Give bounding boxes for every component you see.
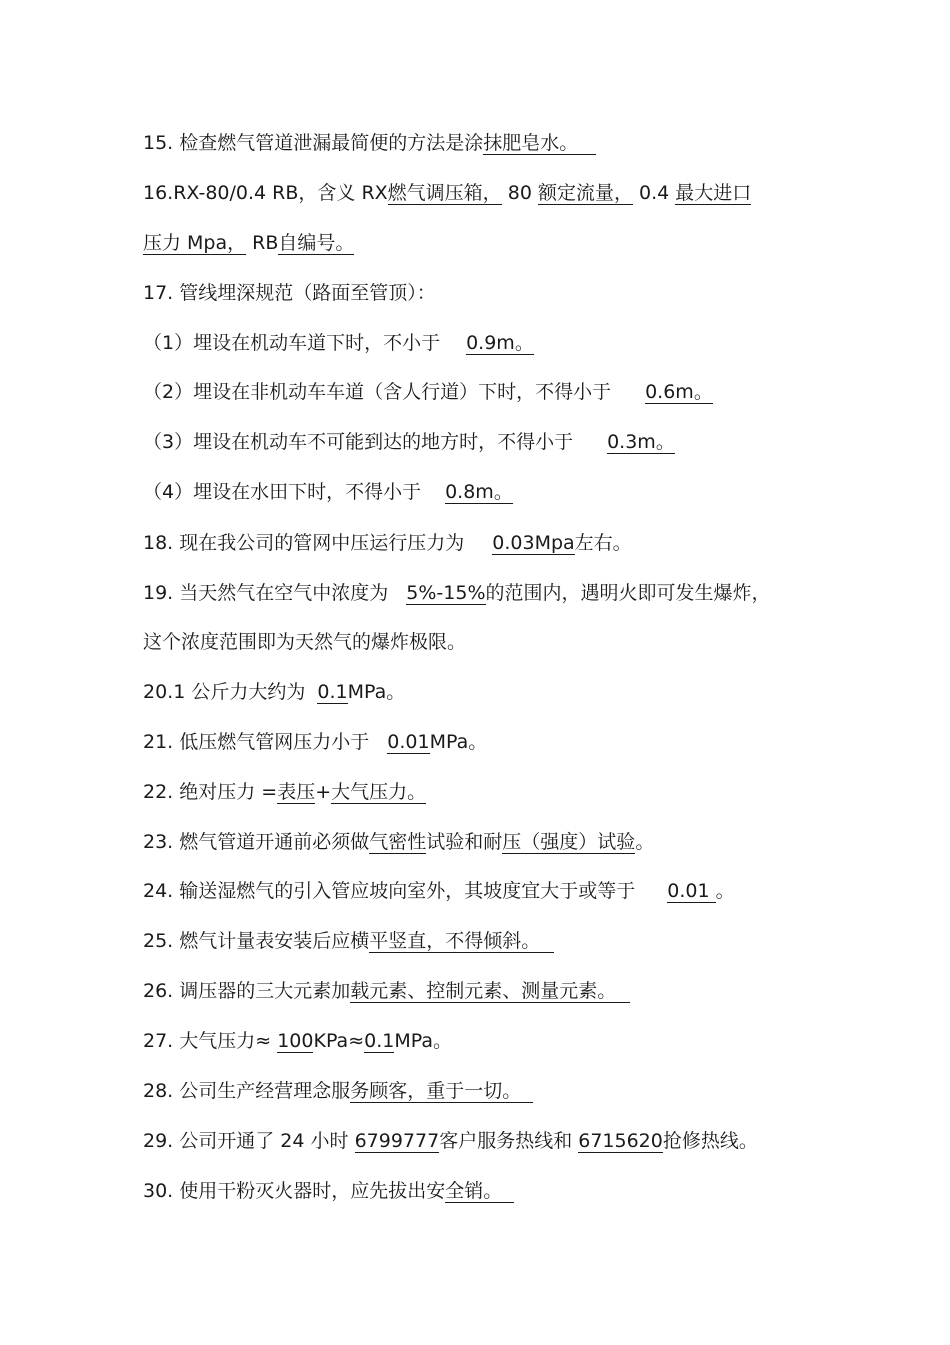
question-text: RB: [246, 232, 279, 254]
answer-underlined: 0.9m。: [466, 332, 534, 354]
answer-underlined: 5%-15%: [406, 582, 486, 604]
question-19-cont: [143, 629, 910, 655]
answer-underlined: 压力 Mpa，: [143, 232, 247, 254]
question-text: 23. 燃气管道开通前必须做: [143, 831, 370, 853]
answer-underlined: 100: [277, 1030, 314, 1052]
question-text: 25. 燃气计量表安装后应横: [143, 930, 370, 952]
question-26: [143, 978, 910, 1004]
question-text: MPa。: [394, 1030, 452, 1052]
question-text: （1）埋设在机动车道下时，不小于: [143, 332, 441, 354]
answer-underlined: 0.1: [364, 1030, 395, 1052]
question-17-item-1: [143, 330, 910, 356]
question-text: 21. 低压燃气管网压力小于: [143, 731, 370, 753]
question-text: MPa。: [347, 681, 406, 703]
answer-underlined: 0.03Mpa: [492, 532, 575, 554]
answer-underlined: 务顾客，重于一切。: [350, 1080, 533, 1103]
answer-underlined: 0.8m。: [445, 481, 513, 503]
question-22: [143, 779, 910, 805]
answer-underlined: 额定流量，: [537, 182, 633, 204]
answer-underlined: 6799777: [354, 1130, 440, 1152]
question-20: [143, 679, 910, 705]
answer-underlined: 表压: [277, 781, 316, 803]
answer-underlined: 平竖直，不得倾斜。: [369, 930, 554, 953]
question-text: 15. 检查燃气管道泄漏最简便的方法是涂: [143, 132, 484, 154]
question-17-item-3: [143, 429, 910, 455]
question-text: 19. 当天然气在空气中浓度为: [143, 582, 389, 604]
question-text: 。: [715, 880, 735, 902]
question-text: 的范围内，遇明火即可发生爆炸，: [485, 582, 771, 604]
question-27: [143, 1028, 910, 1054]
question-text: （4）埋设在水田下时，不得小于: [143, 481, 422, 503]
question-text: 17. 管线埋深规范（路面至管顶）：: [143, 282, 436, 304]
answer-underlined: 压（强度）试验: [502, 831, 636, 853]
answer-underlined: 0.6m。: [645, 381, 713, 403]
question-text: 左右。: [574, 532, 632, 554]
question-19: [143, 580, 910, 606]
answer-underlined: 最大进口: [675, 182, 752, 204]
question-text: KPa≈: [313, 1030, 365, 1052]
question-25: [143, 928, 910, 954]
question-29: [143, 1128, 910, 1154]
answer-underlined: 0.01: [667, 880, 715, 903]
question-30: [143, 1178, 910, 1204]
answer-underlined: 0.01: [387, 731, 430, 753]
question-17-item-4: [143, 479, 910, 505]
question-text: 27. 大气压力≈: [143, 1030, 278, 1052]
question-21: [143, 729, 910, 755]
question-text: 22. 绝对压力 =: [143, 781, 278, 803]
answer-underlined: 大气压力。: [331, 781, 427, 803]
answer-underlined: 燃气调压箱，: [387, 182, 502, 204]
question-text: （3）埋设在机动车不可能到达的地方时，不得小于: [143, 431, 574, 453]
question-28: [143, 1078, 910, 1104]
question-text: 20.1 公斤力大约为: [143, 681, 306, 703]
question-text: 26. 调压器的三大元素加: [143, 980, 351, 1002]
answer-underlined: 载元素、控制元素、测量元素。: [350, 980, 630, 1003]
question-23: [143, 829, 910, 855]
question-17-title: [143, 280, 910, 306]
question-text: 16.RX-80/0.4 RB，含义 RX: [143, 182, 388, 204]
question-text: 18. 现在我公司的管网中压运行压力为: [143, 532, 465, 554]
question-text: 。: [635, 831, 655, 853]
question-text: 28. 公司生产经营理念服: [143, 1080, 351, 1102]
answer-underlined: 0.3m。: [607, 431, 675, 453]
question-18: [143, 530, 910, 556]
question-16: [143, 180, 910, 206]
question-text: 试验和耐: [426, 831, 503, 853]
question-text: +: [315, 781, 332, 803]
answer-underlined: 全销。: [445, 1180, 514, 1203]
question-text: 客户服务热线和: [439, 1130, 579, 1152]
answer-underlined: 自编号。: [278, 232, 355, 254]
question-text: 这个浓度范围即为天然气的爆炸极限。: [143, 631, 467, 653]
question-15: [143, 130, 910, 156]
answer-underlined: 抹肥皂水。: [483, 132, 596, 155]
question-text: 抢修热线。: [662, 1130, 758, 1152]
question-text: MPa。: [429, 731, 488, 753]
answer-underlined: 0.1: [317, 681, 348, 703]
question-text: 0.4: [632, 182, 676, 204]
answer-underlined: 气密性: [369, 831, 427, 853]
question-24: [143, 878, 910, 904]
answer-underlined: 6715620: [578, 1130, 663, 1152]
question-text: 30. 使用干粉灭火器时，应先拔出安: [143, 1180, 446, 1202]
question-16-cont: [143, 230, 910, 256]
question-text: （2）埋设在非机动车车道（含人行道）下时，不得小于: [143, 381, 612, 403]
question-text: 24. 输送湿燃气的引入管应坡向室外，其坡度宜大于或等于: [143, 880, 636, 902]
question-text: 80: [501, 182, 538, 204]
question-text: 29. 公司开通了 24 小时: [143, 1130, 355, 1152]
question-17-item-2: [143, 379, 910, 405]
